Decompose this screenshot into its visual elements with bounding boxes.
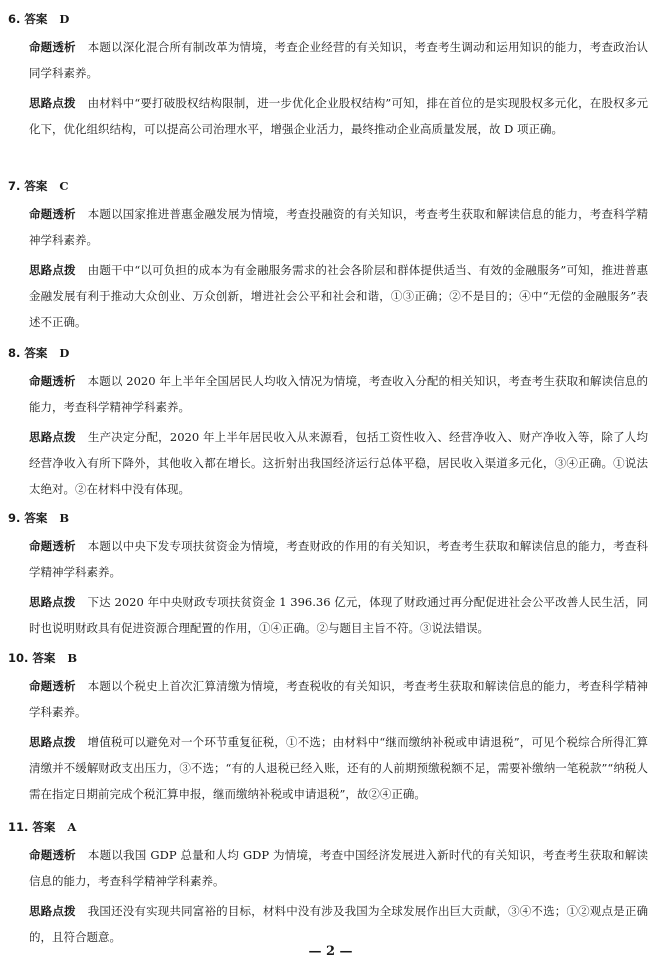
answer-line: 9. 答案 B bbox=[8, 511, 70, 525]
analysis-paragraph: 命题透析 本题以国家推进普惠金融发展为情境，考查投融资的有关知识，考查考生获取和解读信息的能力，考查科学精神学科素养。 bbox=[29, 207, 649, 247]
question-11 bbox=[8, 818, 648, 950]
analysis-paragraph: 命题透析 本题以深化混合所有制改革为情境，考查企业经营的有关知识，考查考生调动和运用知识的能力，考查政治认同学科素养。 bbox=[29, 40, 649, 80]
question-9 bbox=[8, 509, 648, 641]
analysis-paragraph: 命题透析 本题以 2020 年上半年全国居民人均收入情况为情境，考查收入分配的相关知识，考查考生获取和解读信息的能力，考查科学精神学科素养。 bbox=[29, 374, 649, 414]
answer-line: 10. 答案 B bbox=[8, 651, 78, 665]
hint-paragraph: 思路点拨 我国还没有实现共同富裕的目标，材料中没有涉及我国为全球发展作出巨大贡献，③④不选；①②观点是正确的，且符合题意。 bbox=[29, 904, 649, 944]
answer-letter: D bbox=[59, 12, 70, 26]
analysis-label: 命题透析 bbox=[29, 207, 76, 221]
answer-line: 11. 答案 A bbox=[8, 820, 77, 834]
question-8 bbox=[8, 344, 648, 502]
answer-line: 8. 答案 D bbox=[8, 346, 70, 360]
hint-paragraph: 思路点拨 由材料中“要打破股权结构限制，进一步优化企业股权结构”可知，排在首位的是实现股权多元化，在股权多元化下，优化组织结构，可以提高公司治理水平，增强企业活力，最终推动企业高质量发展，故 D 项正确。 bbox=[29, 96, 648, 136]
hint-paragraph: 思路点拨 由题干中“以可负担的成本为有金融服务需求的社会各阶层和群体提供适当、有效的金融服务”可知，推进普惠金融发展有利于推动大众创业、万众创新，增进社会公平和社会和谐，①③正确；②不是目的；④中“无偿的金融服务”表述不正确。 bbox=[29, 263, 648, 329]
hint-label: 思路点拨 bbox=[29, 735, 76, 749]
hint-label: 思路点拨 bbox=[29, 96, 76, 110]
answer-line: 6. 答案 D bbox=[8, 12, 70, 26]
hint-paragraph: 思路点拨 生产决定分配，2020 年上半年居民收入从来源看，包括工资性收入、经营净收入、财产净收入等，除了人均经营净收入有所下降外，其他收入都在增长。这折射出我国经济运行总体平稳，居民收入渠道多元化，③④正确。①说法太绝对。②在材料中没有体现。 bbox=[29, 430, 649, 496]
hint-label: 思路点拨 bbox=[29, 263, 76, 277]
question-10 bbox=[8, 649, 648, 807]
analysis-paragraph: 命题透析 本题以中央下发专项扶贫资金为情境，考查财政的作用的有关知识，考查考生获取和解读信息的能力，考查科学精神学科素养。 bbox=[29, 539, 649, 579]
answer-line: 7. 答案 C bbox=[8, 179, 69, 193]
page-number: — 2 — bbox=[308, 944, 353, 959]
hint-paragraph: 思路点拨 增值税可以避免对一个环节重复征税，①不选；由材料中“继而缴纳补税或申请退税”，可见个税综合所得汇算清缴并不缓解财政支出压力，③不选；“有的人退税已经入账，还有的人前期预缴税额不足，需要补缴纳一笔税款”“纳税人需在指定日期前完成个税汇算申报，继而缴纳补税或申请退税”，故②④正确。 bbox=[29, 735, 648, 801]
analysis-paragraph: 命题透析 本题以我国 GDP 总量和人均 GDP 为情境，考查中国经济发展进入新时代的有关知识，考查考生获取和解读信息的能力，考查科学精神学科素养。 bbox=[29, 848, 649, 888]
analysis-label: 命题透析 bbox=[29, 539, 76, 553]
hint-label: 思路点拨 bbox=[29, 904, 76, 918]
question-6 bbox=[8, 10, 648, 142]
question-7 bbox=[8, 177, 648, 335]
answer-letter: D bbox=[59, 346, 70, 360]
answer-letter: B bbox=[67, 651, 78, 665]
answer-letter: A bbox=[67, 820, 77, 834]
hint-paragraph: 思路点拨 下达 2020 年中央财政专项扶贫资金 1 396.36 亿元，体现了财政通过再分配促进社会公平改善人民生活，同时也说明财政具有促进资源合理配置的作用，①④正确。②与题目主旨不符。③说法错误。 bbox=[29, 595, 648, 635]
answer-letter: B bbox=[59, 511, 70, 525]
hint-label: 思路点拨 bbox=[29, 430, 76, 444]
analysis-paragraph: 命题透析 本题以个税史上首次汇算清缴为情境，考查税收的有关知识，考查考生获取和解读信息的能力，考查科学精神学科素养。 bbox=[29, 679, 649, 719]
analysis-label: 命题透析 bbox=[29, 40, 76, 54]
hint-label: 思路点拨 bbox=[29, 595, 76, 609]
answer-letter: C bbox=[59, 179, 69, 193]
analysis-label: 命题透析 bbox=[29, 848, 76, 862]
analysis-label: 命题透析 bbox=[29, 679, 76, 693]
analysis-label: 命题透析 bbox=[29, 374, 76, 388]
